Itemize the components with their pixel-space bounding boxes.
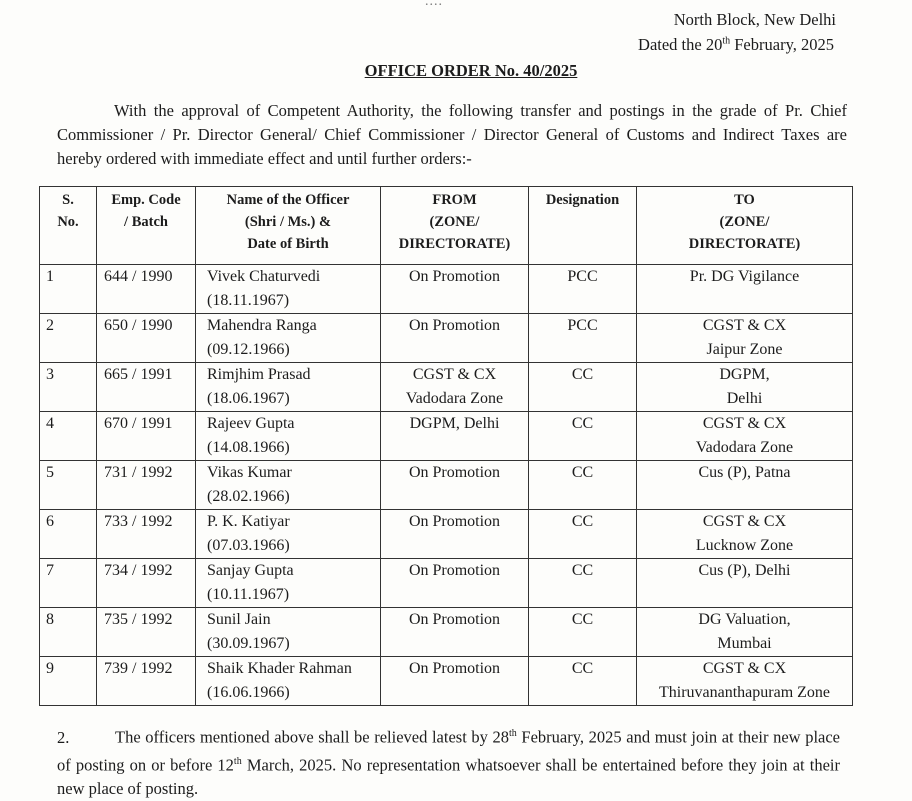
cell-officer: [196, 510, 381, 559]
cell-officer: [196, 461, 381, 510]
cell-officer: [196, 608, 381, 657]
officer-name: Vivek Chaturvedi: [207, 268, 321, 285]
table-row: [40, 265, 853, 314]
cell-emp-code: 644 / 1990: [97, 265, 196, 314]
cell-to: DGPM, Delhi: [637, 363, 853, 412]
officer-name: Rimjhim Prasad: [207, 366, 311, 383]
cell-from: On Promotion: [381, 265, 529, 314]
header-emp-code: Emp. Code / Batch: [97, 187, 196, 265]
cell-sno: 4: [40, 412, 97, 461]
cell-to: CGST & CX Lucknow Zone: [637, 510, 853, 559]
cell-emp-code: 670 / 1991: [97, 412, 196, 461]
cell-designation: CC: [529, 657, 637, 706]
cell-sno: 3: [40, 363, 97, 412]
cell-emp-code: 650 / 1990: [97, 314, 196, 363]
cell-sno: 1: [40, 265, 97, 314]
header-from: FROM (ZONE/ DIRECTORATE): [381, 187, 529, 265]
cell-to: Cus (P), Patna: [637, 461, 853, 510]
cell-designation: PCC: [529, 265, 637, 314]
table-row: [40, 314, 853, 363]
cell-designation: CC: [529, 510, 637, 559]
cell-to: CGST & CX Vadodara Zone: [637, 412, 853, 461]
cell-designation: PCC: [529, 314, 637, 363]
cell-sno: 6: [40, 510, 97, 559]
cell-from: On Promotion: [381, 461, 529, 510]
cell-from: On Promotion: [381, 314, 529, 363]
paragraph-number: 2.: [57, 727, 70, 747]
relief-paragraph: 2. The officers mentioned above shall be relieved latest by 28th February, 2025 and must join at their new place of posting on or before 12th March, 2025. No representation whatsoever shall be entertained before they join at their new place of posting.: [57, 727, 840, 798]
header-officer-name: Name of the Officer (Shri / Ms.) & Date of Birth: [196, 187, 381, 265]
cell-designation: CC: [529, 412, 637, 461]
table-row: [40, 461, 853, 510]
cell-sno: 9: [40, 657, 97, 706]
officer-dob: (18.06.1967): [207, 390, 290, 407]
cell-emp-code: 739 / 1992: [97, 657, 196, 706]
table-row: [40, 657, 853, 706]
cell-designation: CC: [529, 363, 637, 412]
officer-dob: (16.06.1966): [207, 684, 290, 701]
cell-officer: [196, 265, 381, 314]
cell-emp-code: 734 / 1992: [97, 559, 196, 608]
top-mark: ....: [425, 0, 443, 9]
table-row: [40, 559, 853, 608]
officer-dob: (18.11.1967): [207, 292, 290, 309]
date-suffix: February, 2025: [730, 35, 834, 54]
cell-sno: 2: [40, 314, 97, 363]
table-row: [40, 412, 853, 461]
cell-to: Cus (P), Delhi: [637, 559, 853, 608]
date-ordinal: th: [722, 35, 731, 47]
cell-to: DG Valuation, Mumbai: [637, 608, 853, 657]
cell-from: On Promotion: [381, 510, 529, 559]
table-row: [40, 510, 853, 559]
cell-officer: [196, 559, 381, 608]
table-row: [40, 363, 853, 412]
cell-sno: 7: [40, 559, 97, 608]
order-title: [0, 61, 912, 81]
cell-to: CGST & CX Thiruvananthapuram Zone: [637, 657, 853, 706]
cell-officer: [196, 657, 381, 706]
cell-from: On Promotion: [381, 657, 529, 706]
header-designation: Designation: [529, 187, 637, 265]
cell-emp-code: 735 / 1992: [97, 608, 196, 657]
cell-from: On Promotion: [381, 559, 529, 608]
header-sno: S. No.: [40, 187, 97, 265]
table-row: [40, 608, 853, 657]
cell-to: CGST & CX Jaipur Zone: [637, 314, 853, 363]
table-header-row: [40, 187, 853, 265]
officer-dob: (30.09.1967): [207, 635, 290, 652]
officer-name: Vikas Kumar: [207, 464, 292, 481]
cell-designation: CC: [529, 461, 637, 510]
date-line: [638, 35, 834, 55]
cell-officer: [196, 314, 381, 363]
officer-dob: (28.02.1966): [207, 488, 290, 505]
cell-designation: CC: [529, 608, 637, 657]
cell-sno: 8: [40, 608, 97, 657]
header-to: TO (ZONE/ DIRECTORATE): [637, 187, 853, 265]
cell-emp-code: 731 / 1992: [97, 461, 196, 510]
officer-dob: (14.08.1966): [207, 439, 290, 456]
date-prefix: Dated the 20: [638, 35, 723, 54]
cell-sno: 5: [40, 461, 97, 510]
officer-name: Shaik Khader Rahman: [207, 660, 352, 677]
cell-emp-code: 733 / 1992: [97, 510, 196, 559]
postings-table: [39, 186, 853, 706]
place-line: North Block, New Delhi: [673, 10, 836, 29]
cell-emp-code: 665 / 1991: [97, 363, 196, 412]
cell-to: Pr. DG Vigilance: [637, 265, 853, 314]
officer-name: Sunil Jain: [207, 611, 271, 628]
officer-name: Rajeev Gupta: [207, 415, 295, 432]
intro-paragraph: With the approval of Competent Authority, the following transfer and postings in the grade of Pr. Chief Commissioner / Pr. Director General/ Chief Commissioner / Director General of Customs and Indirect Taxes are hereby ordered with immediate effect and until further orders:-: [57, 101, 847, 168]
cell-officer: [196, 412, 381, 461]
order-title-text: OFFICE ORDER No. 40/2025: [364, 61, 578, 80]
cell-officer: [196, 363, 381, 412]
officer-dob: (09.12.1966): [207, 341, 290, 358]
cell-designation: CC: [529, 559, 637, 608]
officer-dob: (07.03.1966): [207, 537, 290, 554]
officer-dob: (10.11.1967): [207, 586, 290, 603]
officer-name: Sanjay Gupta: [207, 562, 294, 579]
officer-name: P. K. Katiyar: [207, 513, 290, 530]
officer-name: Mahendra Ranga: [207, 317, 317, 334]
cell-from: CGST & CX Vadodara Zone: [381, 363, 529, 412]
cell-from: DGPM, Delhi: [381, 412, 529, 461]
cell-from: On Promotion: [381, 608, 529, 657]
